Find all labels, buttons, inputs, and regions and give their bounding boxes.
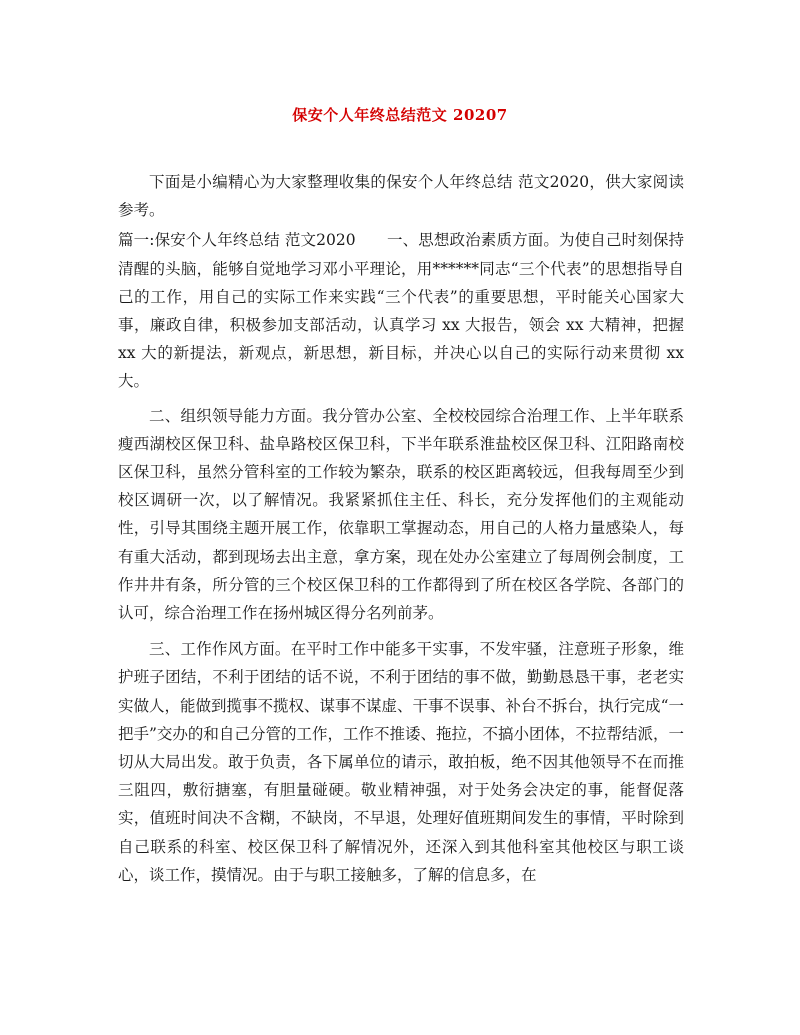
document-body — [118, 168, 684, 897]
section-three-paragraph: 三、工作作风方面。在平时工作中能多干实事，不发牢骚，注意班子形象，维护班子团结，不利于团结的话不说，不利于团结的事不做，勤勤恳恳干事，老老实实做人，能做到揽事不揽权、谋事不谋虚、干事不误事、补台不拆台，执行完成“一把手”交办的和自己分管的工作，工作不推诿、拖拉，不搞小团体，不拉帮结派，一切从大局出发。敢于负责，各下属单位的请示，敢拍板，绝不因其他领导不在而推三阻四，敷衍搪塞，有胆量碰硬。敬业精神强，对于处务会决定的事，能督促落实，值班时间决不含糊，不缺岗，不早退，处理好值班期间发生的事情，平时除到自己联系的科室、校区保卫科了解情况外，还深入到其他科室其他校区与职工谈心，谈工作，摸情况。由于与职工接触多，了解的信息多，在 — [118, 640, 684, 884]
intro-paragraph: 下面是小编精心为大家整理收集的保安个人年终总结 范文2020，供大家阅读参考。 — [118, 173, 684, 220]
document-title: 保安个人年终总结范文 20207 — [292, 106, 508, 124]
section-one-paragraph: 篇一:保安个人年终总结 范文2020 一、思想政治素质方面。为使自己时刻保持清醒的头脑，能够自觉地学习邓小平理论，用******同志“三个代表”的思想指导自己的工作，用自己的实际工作来实践“三个代表”的重要思想，平时能关心国家大事，廉政自律，积极参加支部活动，认真学习 xx 大报告，领会 xx 大精神，把握 xx 大的新提法，新观点，新思想，新目标，并决心以自己的实际行动来贯彻 xx 大。 — [118, 231, 684, 391]
section-two-paragraph: 二、组织领导能力方面。我分管办公室、全校校园综合治理工作、上半年联系瘦西湖校区保卫科、盐阜路校区保卫科，下半年联系淮盐校区保卫科、江阳路南校区保卫科，虽然分管科室的工作较为繁杂，联系的校区距离较远，但我每周至少到校区调研一次，以了解情况。我紧紧抓住主任、科长，充分发挥他们的主观能动性，引导其围绕主题开展工作，依靠职工掌握动态，用自己的人格力量感染人，每有重大活动，都到现场去出主意，拿方案，现在处办公室建立了每周例会制度，工作井井有条，所分管的三个校区保卫科的工作都得到了所在校区各学院、各部门的认可，综合治理工作在扬州城区得分名列前茅。 — [118, 406, 684, 623]
